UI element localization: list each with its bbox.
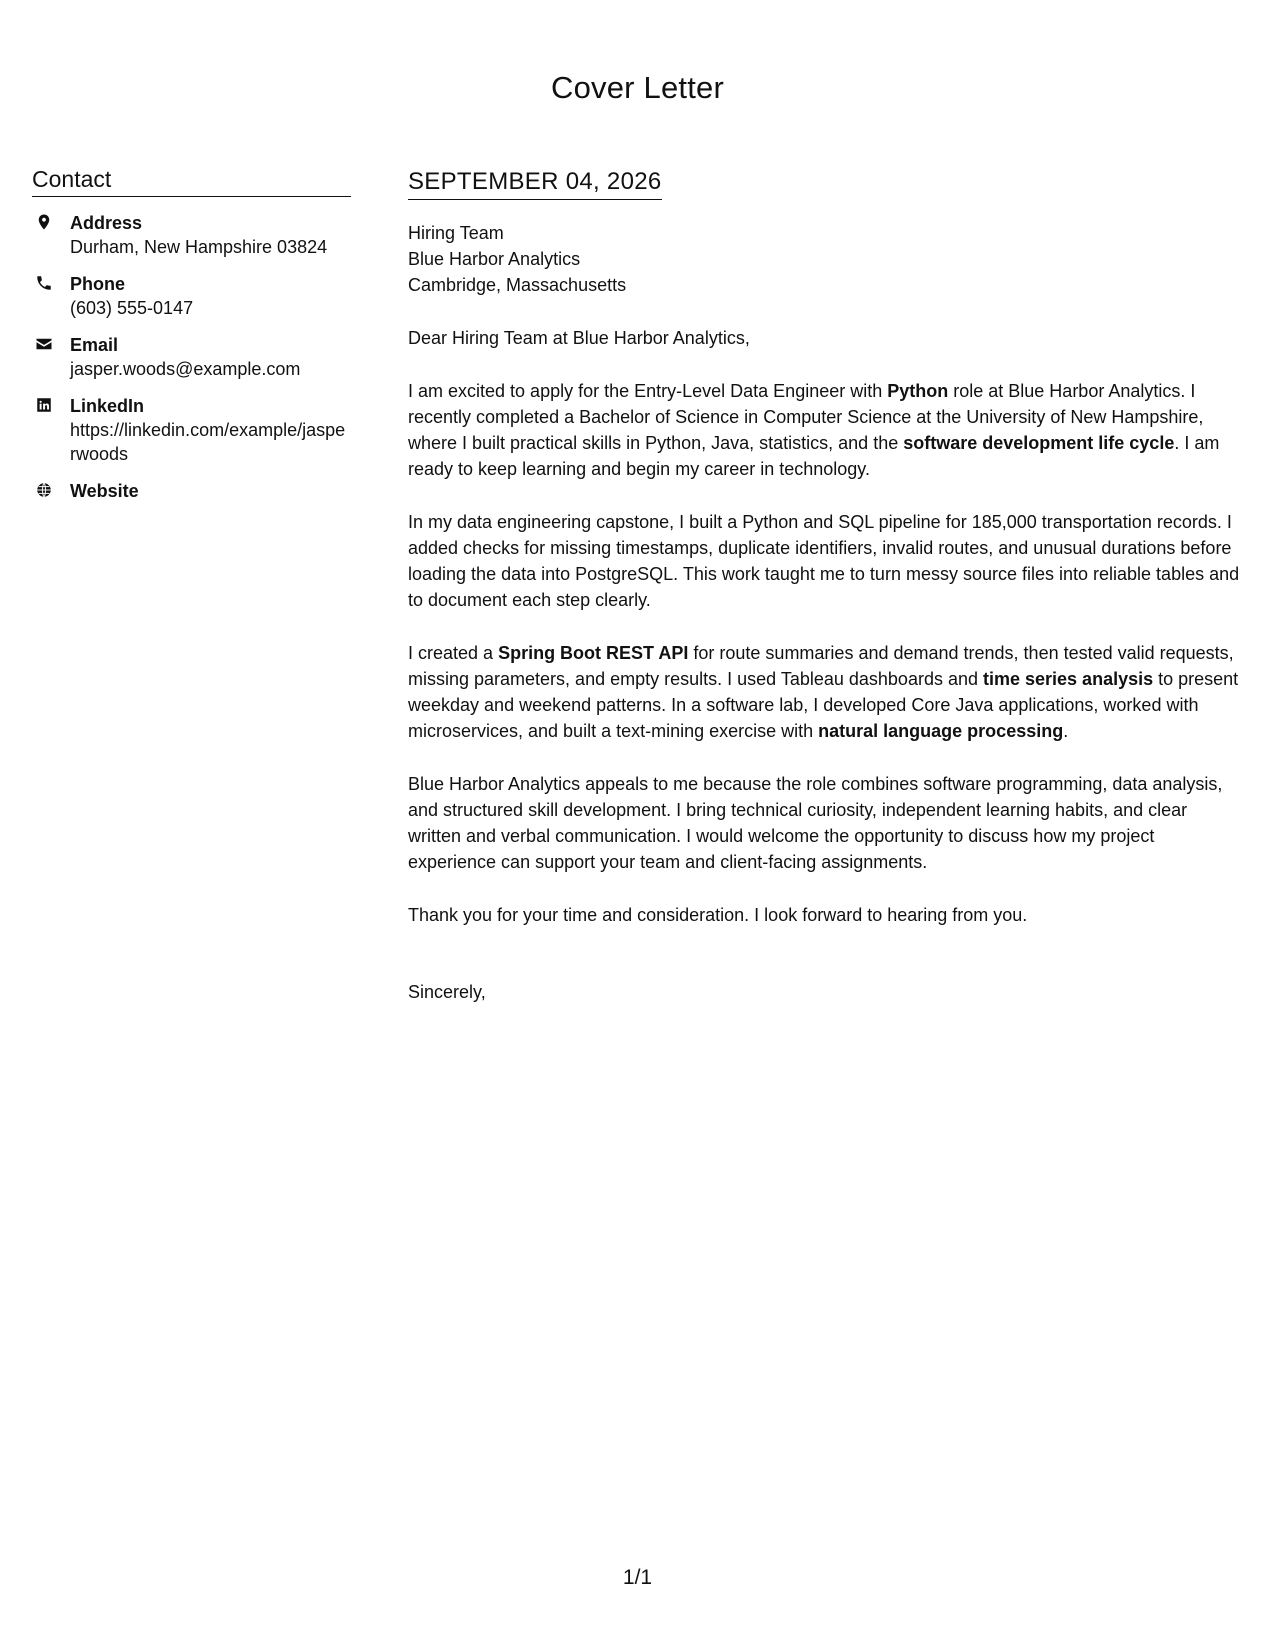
paragraph-text: . [1063, 721, 1069, 741]
linkedin-value[interactable]: https://linkedin.com/example/jasperwoods [70, 420, 346, 464]
paragraph-text: for route summaries and demand trends, then tested valid requests, missing parameters, and empty results. I used Tableau dashboards and [408, 643, 1234, 689]
paragraph-text: I am excited to apply for the Entry-Level Data Engineer with [408, 381, 888, 401]
greeting: Dear Hiring Team at Blue Harbor Analytics, [408, 328, 750, 348]
paragraph-text: . I am ready to keep learning and begin my career in technology. [408, 433, 1220, 479]
page-title: Cover Letter [551, 70, 724, 105]
recipient-location: Cambridge, Massachusetts [408, 275, 627, 295]
globe-icon [32, 479, 70, 499]
contact-label: Website [70, 481, 139, 501]
contact-label: Phone [70, 274, 126, 294]
recipient-line: Hiring Team [408, 223, 504, 243]
email-value[interactable]: jasper.woods@example.com [70, 359, 301, 379]
paragraph-4 [408, 771, 1243, 875]
map-pin-icon [32, 211, 70, 231]
emphasis-text: Python [887, 381, 949, 401]
recipient-company: Blue Harbor Analytics [408, 249, 581, 269]
paragraph-2 [408, 509, 1243, 613]
paragraph-text: I created a [408, 643, 499, 663]
contact-item-phone [32, 272, 351, 320]
emphasis-text: natural language processing [818, 721, 1064, 741]
contact-heading: Contact [32, 166, 351, 197]
contact-sidebar [32, 166, 351, 516]
paragraph-5 [408, 902, 1243, 928]
letter-date: SEPTEMBER 04, 2026 [408, 168, 662, 200]
page-indicator: 1/1 [622, 1566, 653, 1589]
paragraph-text: to present weekday and weekend patterns. In a software lab, I developed Core Java applications, worked with microservices, and built a text-mining exercise with [408, 669, 1239, 741]
address-value: Durham, New Hampshire 03824 [70, 237, 328, 257]
envelope-icon [32, 333, 70, 353]
emphasis-text: time series analysis [983, 669, 1154, 689]
paragraph-1 [408, 378, 1243, 482]
linkedin-icon [32, 394, 70, 414]
paragraph-3 [408, 640, 1243, 744]
contact-item-email [32, 333, 351, 381]
contact-item-address [32, 211, 351, 259]
emphasis-text: Spring Boot REST API [498, 643, 689, 663]
contact-label: Email [70, 335, 119, 355]
contact-label: LinkedIn [70, 396, 145, 416]
contact-label: Address [70, 213, 143, 233]
signoff: Sincerely, [408, 982, 486, 1002]
contact-item-linkedin [32, 394, 351, 466]
paragraph-text: In my data engineering capstone, I built a Python and SQL pipeline for 185,000 transportation records. I added checks for missing timestamps, duplicate identifiers, invalid routes, and unusual durations before loading the data into PostgreSQL. This work taught me to turn messy source files into reliable tables and to document each step clearly. [408, 512, 1240, 610]
phone-icon [32, 272, 70, 292]
paragraph-text: Blue Harbor Analytics appeals to me because the role combines software programming, data analysis, and structured skill development. I bring technical curiosity, independent learning habits, and clear written and verbal communication. I would welcome the opportunity to discuss how my project experience can support your team and client-facing assignments. [408, 774, 1223, 872]
paragraph-text: role at Blue Harbor Analytics. I recently completed a Bachelor of Science in Computer Science at the University of New Hampshire, where I built practical skills in Python, Java, statistics, and the [408, 381, 1204, 453]
letter-body [408, 168, 1243, 1005]
phone-value: (603) 555-0147 [70, 298, 194, 318]
paragraph-text: Thank you for your time and consideration. I look forward to hearing from you. [408, 905, 1028, 925]
contact-item-website [32, 479, 351, 503]
emphasis-text: software development life cycle [903, 433, 1175, 453]
